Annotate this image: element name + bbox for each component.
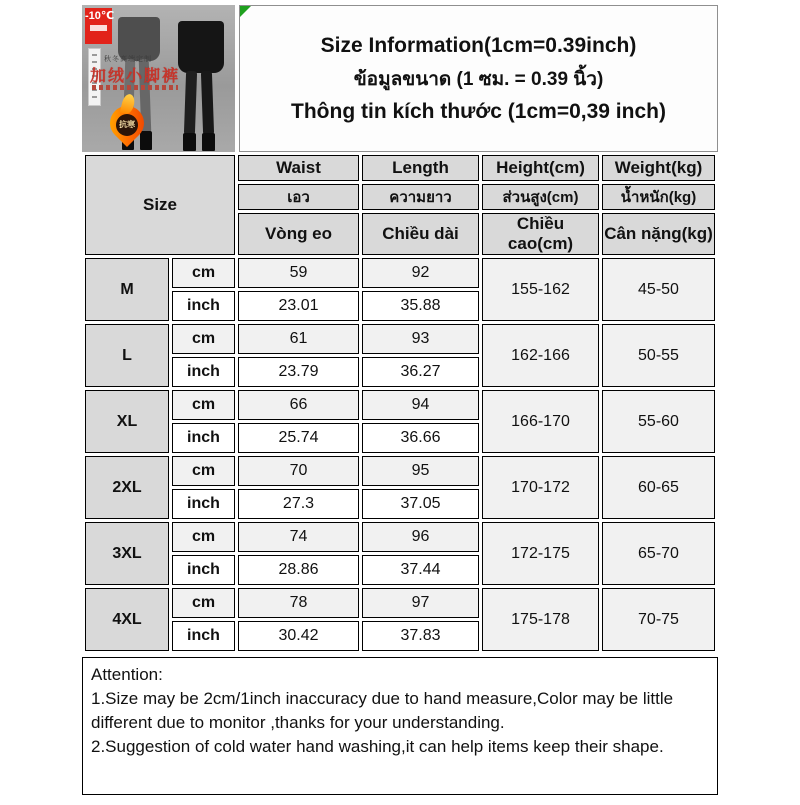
length-inch-value: 36.66 <box>362 423 479 453</box>
waist-inch-value: 28.86 <box>238 555 359 585</box>
unit-inch-cell: inch <box>172 489 235 519</box>
title-vietnamese: Thông tin kích thước (1cm=0,39 inch) <box>291 99 666 123</box>
attention-heading: Attention: <box>91 665 163 684</box>
unit-cm-cell: cm <box>172 390 235 420</box>
waist-inch-value: 23.01 <box>238 291 359 321</box>
weight-value: 70-75 <box>602 588 715 651</box>
length-inch-value: 36.27 <box>362 357 479 387</box>
weight-value: 55-60 <box>602 390 715 453</box>
height-value: 162-166 <box>482 324 599 387</box>
green-corner-marker <box>240 6 251 17</box>
size-name-cell: 3XL <box>85 522 169 585</box>
size-name-cell: 4XL <box>85 588 169 651</box>
length-cm-value: 96 <box>362 522 479 552</box>
length-cm-value: 94 <box>362 390 479 420</box>
flame-icon <box>106 88 152 144</box>
col-header-length-th: ความยาว <box>362 184 479 210</box>
waist-cm-value: 74 <box>238 522 359 552</box>
length-cm-value: 97 <box>362 588 479 618</box>
col-header-weight-th: น้ำหนัก(kg) <box>602 184 715 210</box>
waist-inch-value: 30.42 <box>238 621 359 651</box>
length-cm-value: 93 <box>362 324 479 354</box>
height-value: 170-172 <box>482 456 599 519</box>
attention-item-2: 2.Suggestion of cold water hand washing,it can help items keep their shape. <box>91 737 664 757</box>
length-inch-value: 37.83 <box>362 621 479 651</box>
unit-inch-cell: inch <box>172 621 235 651</box>
col-header-height-en: Height(cm) <box>482 155 599 181</box>
col-header-length-en: Length <box>362 155 479 181</box>
product-photo <box>82 5 235 152</box>
unit-cm-cell: cm <box>172 456 235 486</box>
weight-value: 50-55 <box>602 324 715 387</box>
size-name-cell: 2XL <box>85 456 169 519</box>
length-inch-value: 37.05 <box>362 489 479 519</box>
unit-inch-cell: inch <box>172 291 235 321</box>
title-english: Size Information(1cm=0.39inch) <box>320 33 637 57</box>
unit-cm-cell: cm <box>172 258 235 288</box>
waist-cm-value: 61 <box>238 324 359 354</box>
weight-value: 60-65 <box>602 456 715 519</box>
col-header-height-th: ส่วนสูง(cm) <box>482 184 599 210</box>
waist-cm-value: 70 <box>238 456 359 486</box>
size-name-cell: L <box>85 324 169 387</box>
photo-caption-small: 秋冬高端定制 <box>104 56 152 63</box>
col-header-height-vi: Chiều cao(cm) <box>482 213 599 255</box>
col-header-length-vi: Chiều dài <box>362 213 479 255</box>
height-value: 172-175 <box>482 522 599 585</box>
unit-cm-cell: cm <box>172 588 235 618</box>
unit-inch-cell: inch <box>172 555 235 585</box>
length-cm-value: 92 <box>362 258 479 288</box>
badge-subtext-bar <box>90 25 107 31</box>
col-header-waist-en: Waist <box>238 155 359 181</box>
black-leg-shape <box>184 71 197 135</box>
boot-shape <box>202 133 215 151</box>
size-header-cell: Size <box>85 155 235 255</box>
waist-inch-value: 25.74 <box>238 423 359 453</box>
size-name-cell: XL <box>85 390 169 453</box>
title-box <box>239 5 718 152</box>
unit-cm-cell: cm <box>172 522 235 552</box>
length-inch-value: 35.88 <box>362 291 479 321</box>
height-value: 175-178 <box>482 588 599 651</box>
waist-inch-value: 27.3 <box>238 489 359 519</box>
height-value: 166-170 <box>482 390 599 453</box>
unit-inch-cell: inch <box>172 357 235 387</box>
col-header-weight-vi: Cân nặng(kg) <box>602 213 715 255</box>
weight-value: 45-50 <box>602 258 715 321</box>
boot-shape <box>183 133 196 151</box>
photo-caption-red: 加绒小脚裤 <box>90 68 181 85</box>
waist-cm-value: 59 <box>238 258 359 288</box>
attention-box <box>82 657 718 795</box>
col-header-waist-vi: Vòng eo <box>238 213 359 255</box>
weight-value: 65-70 <box>602 522 715 585</box>
size-table <box>82 152 718 654</box>
waist-cm-value: 66 <box>238 390 359 420</box>
title-thai: ข้อมูลขนาด (1 ซม. = 0.39 นิ้ว) <box>353 68 604 90</box>
unit-cm-cell: cm <box>172 324 235 354</box>
unit-inch-cell: inch <box>172 423 235 453</box>
waist-cm-value: 78 <box>238 588 359 618</box>
height-value: 155-162 <box>482 258 599 321</box>
temperature-label: -10℃ <box>85 10 115 22</box>
black-leg-shape <box>201 71 214 135</box>
length-inch-value: 37.44 <box>362 555 479 585</box>
col-header-waist-th: เอว <box>238 184 359 210</box>
temperature-badge <box>85 8 115 44</box>
attention-item-1: 1.Size may be 2cm/1inch inaccuracy due to hand measure,Color may be little different due to monitor ,thanks for your understanding. <box>91 689 674 733</box>
flame-label: 抗寒 <box>116 114 138 136</box>
size-name-cell: M <box>85 258 169 321</box>
length-cm-value: 95 <box>362 456 479 486</box>
size-chart-page <box>82 5 718 795</box>
col-header-weight-en: Weight(kg) <box>602 155 715 181</box>
black-skirt-shape <box>178 21 224 73</box>
top-section <box>82 5 718 152</box>
waist-inch-value: 23.79 <box>238 357 359 387</box>
